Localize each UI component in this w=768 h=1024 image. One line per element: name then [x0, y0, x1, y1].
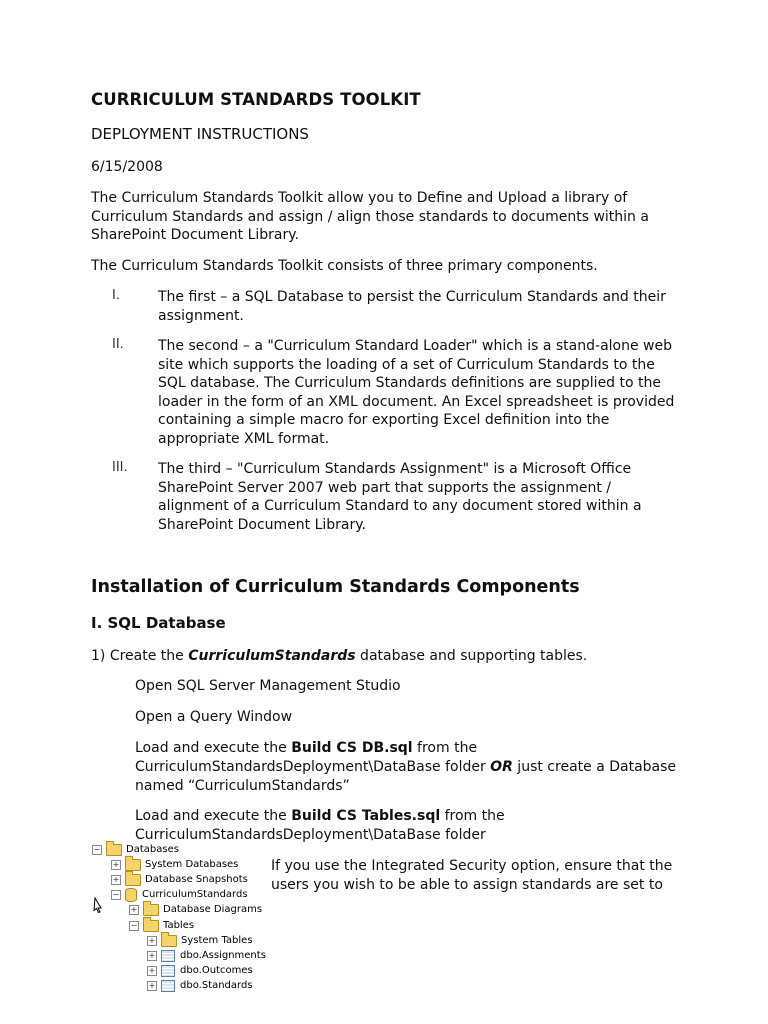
expand-icon[interactable]: +	[130, 904, 138, 914]
text-segment: just create a Database	[512, 759, 677, 775]
component-text	[158, 460, 642, 534]
document-title: CURRICULUM STANDARDS TOOLKIT	[91, 90, 421, 109]
component-line: The third – "Curriculum Standards Assignment" is a Microsoft Office	[158, 461, 632, 477]
text-segment: CurriculumStandardsDeployment\DataBase folder	[135, 759, 491, 775]
installation-heading: Installation of Curriculum Standards Components	[91, 577, 580, 597]
tree-label: dbo.Standards	[180, 980, 253, 991]
substep-line: CurriculumStandardsDeployment\DataBase folder	[135, 826, 486, 843]
folder-icon	[143, 904, 159, 916]
collapse-icon[interactable]: −	[130, 920, 138, 930]
document-date: 6/15/2008	[91, 159, 163, 175]
expand-icon[interactable]: +	[148, 965, 156, 975]
tree-node-standards[interactable]	[147, 978, 253, 993]
expand-icon[interactable]: +	[112, 874, 120, 884]
substep-line: named “CurriculumStandards”	[135, 777, 350, 794]
step-1-suffix: database and supporting tables.	[355, 648, 588, 664]
tree-node-database-snapshots[interactable]	[111, 872, 248, 887]
table-icon	[161, 950, 175, 962]
or-emphasis: OR	[490, 759, 513, 775]
tree-node-databases[interactable]	[92, 842, 179, 857]
substep-open-query: Open a Query Window	[135, 709, 293, 725]
tree-label: CurriculumStandards	[142, 889, 248, 900]
folder-icon	[143, 920, 159, 932]
document-subtitle: DEPLOYMENT INSTRUCTIONS	[91, 125, 309, 143]
tree-label: Database Diagrams	[163, 904, 263, 915]
expand-icon[interactable]: +	[112, 859, 120, 869]
note-line: users you wish to be able to assign standards are set to	[271, 876, 663, 893]
text-segment: from the	[412, 740, 478, 756]
component-line: The first – a SQL Database to persist the Curriculum Standards and their	[158, 289, 666, 305]
text-segment: Load and execute the	[135, 808, 292, 824]
intro-line: Curriculum Standards and assign / align those standards to documents within a	[91, 208, 649, 225]
substep-line	[135, 807, 505, 826]
tree-node-assignments[interactable]	[147, 948, 266, 963]
tree-label: System Tables	[181, 935, 253, 946]
note-line: If you use the Integrated Security option, ensure that the	[271, 858, 673, 874]
text-segment: Load and execute the	[135, 740, 292, 756]
folder-icon	[125, 859, 141, 871]
substep-line	[135, 739, 477, 758]
tree-label: System Databases	[145, 859, 239, 870]
section-heading: I. SQL Database	[91, 614, 226, 632]
component-text	[158, 337, 674, 448]
tree-label: Tables	[163, 920, 195, 931]
database-icon	[125, 888, 137, 902]
component-line: assignment.	[158, 307, 244, 324]
intro-line: The Curriculum Standards Toolkit allow you to Define and Upload a library of	[91, 190, 628, 206]
tree-node-curriculum-standards[interactable]	[111, 887, 248, 902]
expand-icon[interactable]: +	[148, 950, 156, 960]
step-1-prefix: 1) Create the	[91, 648, 189, 664]
tree-node-system-tables[interactable]	[147, 933, 253, 948]
component-line: containing a simple macro for exporting Excel definition into the	[158, 412, 610, 428]
tree-label: Databases	[126, 844, 179, 855]
component-line: SharePoint Document Library.	[158, 516, 366, 533]
collapse-icon[interactable]: −	[93, 844, 101, 854]
tree-label: Database Snapshots	[145, 874, 248, 885]
component-line: SharePoint Server 2007 web part that supports the assignment /	[158, 479, 612, 496]
folder-icon	[106, 844, 122, 856]
intro-line: SharePoint Document Library.	[91, 227, 299, 243]
component-line: site which supports the loading of a set of Curriculum Standards to the	[158, 356, 655, 373]
component-line: SQL database. The Curriculum Standards definitions are supplied to the	[158, 375, 661, 391]
component-line: alignment of a Curriculum Standard to any document stored within a	[158, 498, 642, 514]
table-icon	[161, 980, 175, 992]
components-intro: The Curriculum Standards Toolkit consists of three primary components.	[91, 258, 598, 274]
folder-icon	[125, 874, 141, 886]
tree-label: dbo.Assignments	[180, 950, 266, 961]
collapse-icon[interactable]: −	[112, 889, 120, 899]
step-1	[91, 647, 587, 666]
tree-label: dbo.Outcomes	[180, 965, 253, 976]
folder-icon	[161, 935, 177, 947]
tree-node-outcomes[interactable]	[147, 963, 253, 978]
component-text	[158, 288, 666, 325]
component-line: The second – a "Curriculum Standard Loader" which is a stand-alone web	[158, 338, 672, 354]
component-line: loader in the form of an XML document. An Excel spreadsheet is provided	[158, 393, 675, 410]
expand-icon[interactable]: +	[148, 935, 156, 945]
text-segment: from the	[440, 808, 505, 824]
component-number: I.	[112, 288, 120, 303]
component-number: III.	[112, 460, 128, 475]
tree-node-database-diagrams[interactable]	[129, 902, 262, 917]
substep-open-ssms: Open SQL Server Management Studio	[135, 678, 401, 694]
object-explorer-tree	[92, 842, 267, 992]
component-number: II.	[112, 337, 124, 352]
sql-filename: Build CS Tables.sql	[291, 808, 441, 824]
substep-line	[135, 758, 676, 777]
sql-filename: Build CS DB.sql	[291, 740, 413, 756]
component-line: appropriate XML format.	[158, 430, 330, 447]
database-name: CurriculumStandards	[188, 648, 356, 664]
expand-icon[interactable]: +	[148, 980, 156, 990]
table-icon	[161, 965, 175, 977]
mouse-cursor-icon	[92, 897, 106, 913]
